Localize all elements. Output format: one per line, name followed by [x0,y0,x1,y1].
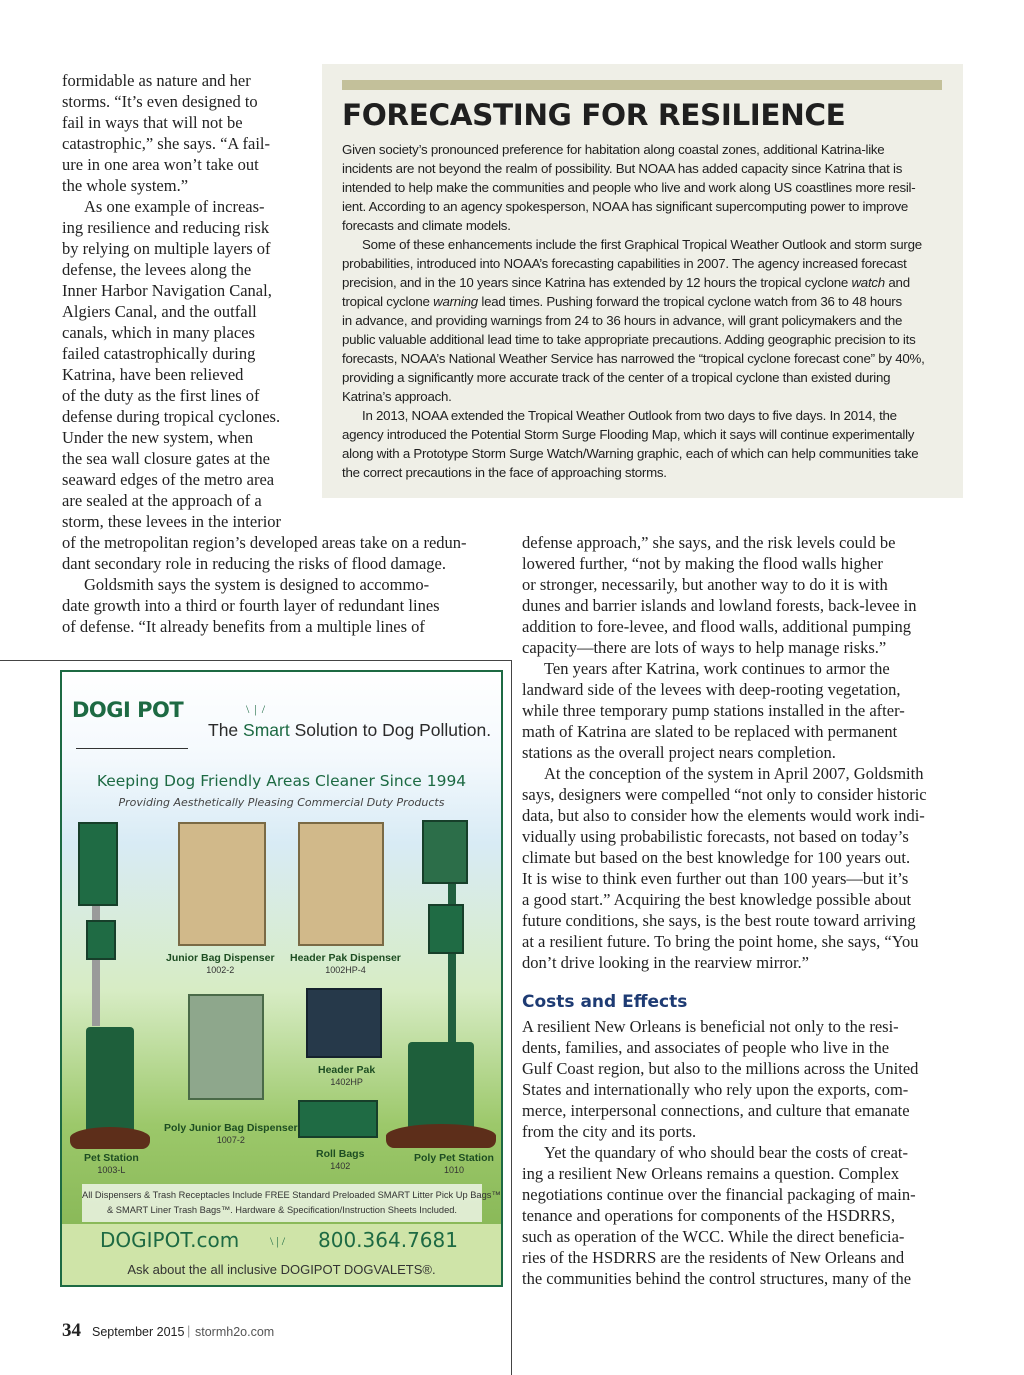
junior-bag-dispenser-icon [178,822,266,946]
text-line: landward side of the levees with deep-rooting vegetation, [522,680,901,699]
product-poly-pet-station: Poly Pet Station 1010 [414,1152,494,1175]
text-line: of the duty as the first lines of [62,386,260,405]
article-column-right [522,532,967,973]
header-pak-bags-icon [306,988,382,1058]
sidebar-title: FORECASTING FOR RESILIENCE [342,98,846,132]
mulch-icon [70,1127,150,1149]
text-line: storms. “It’s even designed to [62,92,258,111]
text-line: ing a resilient New Orleans remains a question. Complex [522,1164,900,1183]
poly-dispenser-top-icon [428,904,464,954]
text-line: such as operation of the WCC. While the direct beneficia- [522,1227,905,1246]
text-line: storm, these levees in the interior [62,512,282,531]
text-line: the correct precautions in the face of approaching storms. [342,465,667,480]
product-junior-bag-dispenser: Junior Bag Dispenser 1002-2 [166,952,275,975]
text-line: At the conception of the system in April 2007, Goldsmith [544,764,924,783]
text-line: defense, the levees along the [62,260,252,279]
text-line: the whole system.” [62,176,189,195]
ad-includes-note: All Dispensers & Trash Receptacles Include FREE Standard Preloaded SMART Litter Pick Up Bags™ & SMART Liner Trash Bags™. Hardware & Specification/Instruction Sheets Included. [82,1184,482,1222]
text-line: Goldsmith says the system is designed to accommo- [84,575,430,594]
text-line: ure in one area won’t take out [62,155,259,174]
text-line: In 2013, NOAA extended the Tropical Weather Outlook from two days to five days. In 2014, the [362,408,897,423]
ad-divider-horizontal [0,660,512,661]
text-line: probabilities, introduced into NOAA’s forecasting capabilities in 2007. The agency increased forecast [342,256,907,271]
text-line: Under the new system, when [62,428,254,447]
sidebar-box [322,64,963,498]
text-line: data, but also to consider how the elements would work indi- [522,806,925,825]
text-line: along with a Prototype Storm Surge Watch/Warning graphic, each of which can help communities take [342,446,919,461]
junior-dispenser-small-icon [86,920,116,960]
text-line: defense during tropical cyclones. [62,407,281,426]
sunburst-small-icon: \ | / [270,1234,286,1248]
product-roll-bags: Roll Bags 1402 [316,1148,365,1171]
text-line: of the metropolitan region’s developed areas take on a redun- [62,533,467,552]
issue-date: September 2015 [92,1325,185,1339]
text-line: Given society’s pronounced preference for habitation along coastal zones, additional Katrina-like [342,142,885,157]
text-line: States and internationally who rely upon the exports, com- [522,1080,909,1099]
poly-junior-dispenser-icon [188,994,264,1100]
section-subhead: Costs and Effects [522,992,688,1012]
text-line: canals, which in many places [62,323,255,342]
ad-website-link[interactable]: DOGIPOT.com [100,1228,240,1252]
text-line: A resilient New Orleans is beneficial not only to the resi- [522,1017,899,1036]
text-line: capacity—there are lots of ways to help manage risks.” [522,638,887,657]
pet-waste-sign-icon [78,822,118,906]
ad-tagline: The Smart Solution to Dog Pollution. [208,720,492,740]
text-line: tenance and operations for components of the HSDRRS, [522,1206,896,1225]
text-line: in advance, and providing warnings from 24 to 36 hours in advance, will grant policymakers and the [342,313,903,328]
text-line: ries of the HSDRRS are the residents of New Orleans and [522,1248,905,1267]
text-line: dant secondary role in reducing the risks of flood damage. [62,554,446,573]
text-line: addition to fore-levee, and flood walls, additional pumping [522,617,912,636]
text-line: at a resilient future. To bring the point home, she says, “You [522,932,919,951]
text-line: dunes and barrier islands and lowland forests, back-levee in [522,596,917,615]
text-line: formidable as nature and her [62,71,251,90]
pet-exercise-sign-icon [422,820,468,884]
text-line: Katrina’s approach. [342,389,452,404]
text-line: providing a significantly more accurate track of the center of a tropical cyclone than existed during [342,370,891,385]
ad-divider-vertical [511,660,512,1375]
text-line: the sea wall closure gates at the [62,449,270,468]
dogipot-logo: DOGI POT [72,698,184,722]
sidebar-accent-bar [342,80,942,90]
ad-providing-line: Providing Aesthetically Pleasing Commercial Duty Products [118,796,445,809]
text-line: seaward edges of the metro area [62,470,275,489]
text-line: Gulf Coast region, but also to the millions across the United [522,1059,919,1078]
text-line: It is wise to think even further out than 100 years—but it’s [522,869,909,888]
text-line: math of Katrina are slated to be replaced with permanent [522,722,898,741]
text-line: negotiations continue over the financial packaging of main- [522,1185,916,1204]
product-header-pak-dispenser: Header Pak Dispenser 1002HP-4 [290,952,401,975]
text-line: of defense. “It already benefits from a multiple lines of [62,617,425,636]
text-line: failed catastrophically during [62,344,256,363]
text-line: fail in ways that will not be [62,113,243,132]
text-line: public valuable additional lead time to take appropriate precautions. Adding geographic precision to its [342,332,916,347]
article-column-left-wide [62,532,512,637]
text-line: Some of these enhancements include the first Graphical Tropical Weather Outlook and storm surge [362,237,922,252]
text-line: from the city and its ports. [522,1122,697,1141]
text-line: precision, and in the 10 years since Katrina has extended by 12 hours the tropical cyclone watch and [342,275,910,290]
text-line: lowered further, “not by making the flood walls higher [522,554,883,573]
ad-dogvalets-line: Ask about the all inclusive DOGIPOT DOGVALETS®. [127,1262,436,1277]
text-line: intended to help make the communities and people who live and work along US coastlines more resil- [342,180,916,195]
ad-phone-number[interactable]: 800.364.7681 [318,1228,458,1252]
advertisement-dogipot[interactable] [60,670,503,1287]
header-pak-dispenser-icon [298,822,384,946]
sidebar-body [342,140,952,482]
text-line: Yet the quandary of who should bear the costs of creat- [544,1143,908,1162]
text-line: ing resilience and reducing risk [62,218,270,237]
mulch-right-icon [386,1124,496,1148]
article-column-right-lower [522,1016,967,1289]
text-line: defense approach,” she says, and the risk levels could be [522,533,896,552]
text-line: agency introduced the Potential Storm Surge Flooding Map, which it says will continue experimentally [342,427,915,442]
product-poly-junior-bag-dispenser: Poly Junior Bag Dispenser 1007-2 [164,1122,298,1145]
text-line: tropical cyclone warning lead times. Pushing forward the tropical cyclone watch from 36 to 48 hours [342,294,902,309]
text-line: says, designers were compelled “not only to consider historic [522,785,927,804]
text-line: while three temporary pump stations installed in the after- [522,701,905,720]
footer-site-link[interactable]: stormh2o.com [195,1325,275,1339]
text-line: forecasts, NOAA’s National Weather Service has narrowed the “tropical cyclone forecast cone” by 40%, [342,351,925,366]
roll-bags-box-icon [298,1100,378,1138]
product-pet-station: Pet Station 1003-L [84,1152,139,1175]
ad-since-line: Keeping Dog Friendly Areas Cleaner Since 1994 [96,772,467,790]
text-line: incidents are not beyond the realm of possibility. But NOAA has added capacity since Katrina that is [342,161,903,176]
article-column-left-top [62,70,312,532]
text-line: Inner Harbor Navigation Canal, [62,281,272,300]
text-line: date growth into a third or fourth layer of redundant lines [62,596,440,615]
text-line: dents, families, and associates of people who live in the [522,1038,890,1057]
text-line: Algiers Canal, and the outfall [62,302,257,321]
text-line: are sealed at the approach of a [62,491,262,510]
text-line: by relying on multiple layers of [62,239,271,258]
page-number: 34 [62,1320,81,1341]
text-line: catastrophic,” she says. “A fail- [62,134,271,153]
text-line: merce, interpersonal connections, and culture that emanate [522,1101,910,1120]
text-line: future conditions, she says, is the best route toward arriving [522,911,916,930]
text-line: Ten years after Katrina, work continues to armor the [544,659,890,678]
text-line: vidually using probabilistic forecasts, not based on today’s [522,827,909,846]
sunburst-icon: \ | / [246,702,267,716]
text-line: stations as the overall project nears completion. [522,743,836,762]
footer-separator: | [187,1323,191,1338]
text-line: Katrina, have been relieved [62,365,244,384]
text-line: climate but based on the best knowledge for 100 years out. [522,848,911,867]
text-line: a good start.” Acquiring the best knowledge possible about [522,890,912,909]
poly-pet-station-can-icon [408,1042,474,1134]
text-line: or stronger, necessarily, but another way to do it is with [522,575,888,594]
text-line: ient. According to an agency spokesperson, NOAA has significant supercomputing power to improve [342,199,909,214]
text-line: the communities behind the control structures, many of the [522,1269,912,1288]
text-line: As one example of increas- [84,197,265,216]
pet-station-can-icon [86,1027,134,1137]
product-header-pak: Header Pak 1402HP [318,1064,376,1087]
text-line: don’t drive looking in the rearview mirror.” [522,953,809,972]
text-line: forecasts and climate models. [342,218,511,233]
logo-underline [76,748,188,749]
